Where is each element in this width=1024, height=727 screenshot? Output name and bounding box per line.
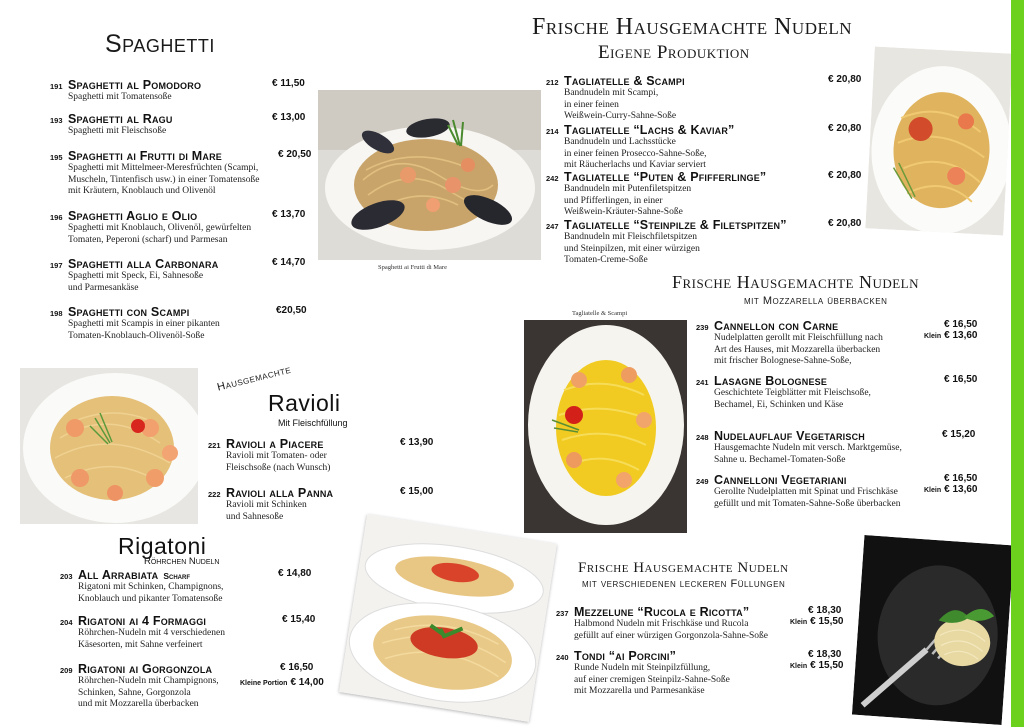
item-name: Tagliatelle “Steinpilze & Filetspitzen” [564, 218, 787, 232]
item-desc: Spaghetti mit Knoblauch, Olivenöl, gewürfelten [68, 223, 252, 233]
item-price: € 13,70 [272, 209, 306, 220]
item-desc: mit frischer Bolognese-Sahne-Soße, [714, 356, 852, 366]
item-name: Tagliatelle “Lachs & Kaviar” [564, 123, 735, 137]
menu-item-203 [60, 568, 322, 605]
item-name: Tondi “ai Porcini” [574, 649, 677, 663]
item-number: 239 [696, 323, 709, 332]
item-number: 237 [556, 609, 569, 618]
item-price: € 15,40 [282, 614, 316, 625]
item-desc: Röhrchen-Nudeln mit Champignons, [78, 676, 219, 686]
item-desc: in einer feinen [564, 99, 619, 110]
item-desc: Spaghetti mit Scampis in einer pikanten [68, 319, 220, 329]
item-name: Rigatoni ai Gorgonzola [78, 662, 213, 676]
menu-item-222 [208, 486, 440, 523]
item-desc: Fleischsoße (nach Wunsch) [226, 462, 331, 473]
item-price: € 13,90 [400, 437, 434, 448]
item-desc: mit Mozzarella und Parmesankäse [574, 686, 705, 696]
item-price: €20,50 [276, 305, 307, 316]
item-desc: auf einer cremigen Steinpilz-Sahne-Soße [574, 674, 730, 685]
item-desc: Bandnudeln mit Scampi, [564, 88, 659, 98]
menu-item-214 [546, 123, 868, 172]
item-number: 247 [546, 222, 559, 231]
menu-item-239 [696, 319, 988, 368]
item-number: 197 [50, 261, 63, 270]
item-desc: Hausgemachte Nudeln mit versch. Marktgemüse, [714, 443, 902, 453]
item-desc: in einer feinen Prosecco-Sahne-Soße, [564, 148, 707, 159]
item-number: 193 [50, 116, 63, 125]
item-name: Spaghetti Aglio e Olio [68, 209, 198, 223]
item-desc: Muscheln, Tintenfisch usw.) in einer Tomatensoße [68, 174, 260, 185]
item-desc: Bandnudeln und Lachsstücke [564, 137, 676, 147]
ravioli-pre-title: Hausgemachte [216, 363, 293, 394]
item-price-small: Klein € 15,50 [790, 660, 844, 671]
menu-item-198 [50, 305, 316, 342]
seafood-spaghetti-photo [318, 90, 541, 260]
item-name: Spaghetti ai Frutti di Mare [68, 149, 223, 163]
menu-item-195 [50, 149, 316, 198]
mozzarella-subtitle: mit Mozzarella überbacken [744, 295, 888, 307]
item-desc: Weißwein-Kräuter-Sahne-Soße [564, 207, 683, 217]
shrimp-spaghetti-photo [20, 368, 198, 524]
item-price-small: Kleine Portion € 14,00 [240, 677, 324, 688]
item-number: 240 [556, 653, 569, 662]
item-desc: Gerollte Nudelplatten mit Spinat und Frischkäse [714, 487, 898, 497]
item-price: € 14,80 [278, 568, 312, 579]
item-price: € 13,00 [272, 112, 306, 123]
item-price-small: Klein € 15,50 [790, 616, 844, 627]
item-desc: und Pfifferlingen, in einer [564, 195, 663, 206]
item-desc: Käsesorten, mit Sahne verfeinert [78, 639, 203, 650]
item-number: 221 [208, 441, 221, 450]
ravioli-title: Ravioli [268, 390, 341, 416]
tomato-spaghetti-photo [339, 514, 557, 722]
item-number: 209 [60, 666, 73, 675]
item-desc: Spaghetti mit Fleischsoße [68, 126, 167, 136]
item-name: Rigatoni ai 4 Formaggi [78, 614, 207, 628]
item-price: € 20,80 [828, 170, 862, 181]
item-price: € 20,80 [828, 74, 862, 85]
item-desc: Bandnudeln mit Putenfiletspitzen [564, 184, 692, 194]
item-number: 242 [546, 174, 559, 183]
item-desc: Tomaten-Creme-Soße [564, 255, 648, 265]
menu-item-196 [50, 209, 316, 246]
item-spicy-tag: Scharf [163, 571, 190, 581]
item-price: € 20,80 [828, 218, 862, 229]
item-name: Cannellon con Carne [714, 319, 839, 333]
item-name: All Arrabiata [78, 568, 159, 582]
menu-item-212 [546, 74, 868, 123]
menu-item-248 [696, 429, 988, 466]
item-price: € 11,50 [272, 78, 305, 89]
menu-item-242 [546, 170, 868, 219]
item-price: € 18,30 [808, 649, 842, 660]
item-price: € 16,50 [944, 319, 978, 330]
item-desc: und mit Mozzarella überbacken [78, 699, 199, 709]
item-number: 204 [60, 618, 73, 627]
item-desc: Schinken, Sahne, Gorgonzola [78, 687, 191, 698]
item-number: 203 [60, 572, 73, 581]
item-desc: Halbmond Nudeln mit Frischkäse und Rucola [574, 619, 749, 629]
item-desc: Spaghetti mit Tomatensoße [68, 92, 172, 102]
photo-caption: Spaghetti ai Frutti di Mare [378, 264, 447, 271]
item-desc: Bandnudeln mit Fleischfiletspitzen [564, 232, 697, 242]
mozzarella-title: Frische Hausgemachte Nudeln [672, 272, 920, 292]
item-number: 241 [696, 378, 709, 387]
item-price: € 20,80 [828, 123, 862, 134]
item-desc: Bechamel, Ei, Schinken und Käse [714, 399, 844, 410]
item-desc: Röhrchen-Nudeln mit 4 verschiedenen [78, 628, 225, 638]
item-price-small: Klein € 13,60 [924, 484, 978, 495]
item-desc: Spaghetti mit Mittelmeer-Meresfrüchten (Scampi, [68, 163, 259, 173]
item-desc: Nudelplatten gerollt mit Fleischfüllung nach [714, 333, 883, 343]
item-name: Ravioli alla Panna [226, 486, 334, 500]
menu-item-237 [556, 605, 848, 642]
item-number: 214 [546, 127, 559, 136]
item-desc: Knoblauch und pikanter Tomatensoße [78, 593, 223, 604]
item-number: 196 [50, 213, 63, 222]
item-desc: gefüllt und mit Tomaten-Sahne-Soße überbacken [714, 498, 901, 509]
item-price: € 16,50 [944, 374, 978, 385]
item-desc: Ravioli mit Tomaten- oder [226, 451, 327, 461]
item-name: Tagliatelle & Scampi [564, 74, 685, 88]
menu-item-249 [696, 473, 988, 510]
item-desc: gefüllt auf einer würzigen Gorgonzola-Sahne-Soße [574, 630, 768, 641]
menu-item-221 [208, 437, 440, 474]
item-desc: mit Kräutern, Knoblauch und Olivenöl [68, 186, 216, 196]
item-name: Spaghetti alla Carbonara [68, 257, 219, 271]
spaghetti-title: Spaghetti [105, 30, 215, 58]
item-desc: und Steinpilzen, mit einer würzigen [564, 243, 700, 254]
item-number: 248 [696, 433, 709, 442]
item-price: € 20,50 [278, 149, 312, 160]
item-desc: Tomaten-Knoblauch-Olivenöl-Soße [68, 330, 205, 341]
fuellungen-title: Frische Hausgemachte Nudeln [578, 560, 789, 576]
item-desc: Weißwein-Curry-Sahne-Soße [564, 111, 677, 121]
menu-item-191 [50, 78, 316, 104]
menu-item-240 [556, 649, 848, 698]
frische-title: Frische Hausgemachte Nudeln [532, 14, 853, 40]
item-name: Nudelauflauf Vegetarisch [714, 429, 865, 443]
item-name: Spaghetti con Scampi [68, 305, 190, 319]
item-desc: Tomaten, Peperoni (scharf) und Parmesan [68, 234, 228, 245]
item-desc: Ravioli mit Schinken [226, 500, 307, 510]
rigatoni-title: Rigatoni [118, 533, 207, 559]
fork-pasta-photo [852, 535, 1011, 725]
item-price: € 16,50 [944, 473, 978, 484]
scampi-tagliatelle-photo [524, 320, 687, 533]
item-name: Ravioli a Piacere [226, 437, 324, 451]
item-number: 191 [50, 82, 63, 91]
item-price: € 15,20 [942, 429, 976, 440]
item-desc: Spaghetti mit Speck, Ei, Sahnesoße [68, 271, 204, 281]
item-desc: Sahne u. Bechamel-Tomaten-Soße [714, 454, 846, 465]
item-number: 222 [208, 490, 221, 499]
menu-item-197 [50, 257, 316, 294]
menu-item-241 [696, 374, 988, 411]
menu-item-193 [50, 112, 316, 138]
item-desc: mit Räucherlachs und Kaviar serviert [564, 160, 706, 170]
item-name: Spaghetti al Pomodoro [68, 78, 202, 92]
item-desc: Art des Hauses, mit Mozzarella überbacken [714, 344, 881, 355]
item-desc: Rigatoni mit Schinken, Champignons, [78, 582, 224, 592]
item-price: € 14,70 [272, 257, 306, 268]
item-number: 195 [50, 153, 63, 162]
item-desc: und Parmesankäse [68, 282, 139, 293]
item-desc: Runde Nudeln mit Steinpilzfüllung, [574, 663, 711, 673]
item-number: 249 [696, 477, 709, 486]
salmon-tagliatelle-photo [865, 47, 1011, 236]
item-price-small: Klein € 13,60 [924, 330, 978, 341]
item-name: Lasagne Bolognese [714, 374, 828, 388]
item-name: Tagliatelle “Puten & Pfifferlinge” [564, 170, 767, 184]
item-desc: und Sahnesoße [226, 511, 284, 522]
item-name: Spaghetti al Ragu [68, 112, 173, 126]
item-price: € 18,30 [808, 605, 842, 616]
fuellungen-subtitle: mit verschiedenen leckeren Füllungen [582, 578, 786, 590]
frische-subtitle: Eigene Produktion [598, 42, 750, 63]
rigatoni-subtitle: Röhrchen Nudeln [144, 556, 220, 567]
item-price: € 15,00 [400, 486, 434, 497]
item-desc: Geschichtete Teigblätter mit Fleischsoße, [714, 388, 871, 398]
item-number: 212 [546, 78, 559, 87]
ravioli-subtitle: Mit Fleischfüllung [278, 418, 348, 428]
item-price: € 16,50 [280, 662, 314, 673]
item-name: Mezzelune “Rucola e Ricotta” [574, 605, 750, 619]
menu-item-204 [60, 614, 322, 651]
menu-item-209 [60, 662, 322, 711]
photo-caption: Tagliatelle & Scampi [572, 310, 628, 317]
item-name: Cannelloni Vegetariani [714, 473, 847, 487]
item-number: 198 [50, 309, 63, 318]
menu-item-247 [546, 218, 868, 267]
